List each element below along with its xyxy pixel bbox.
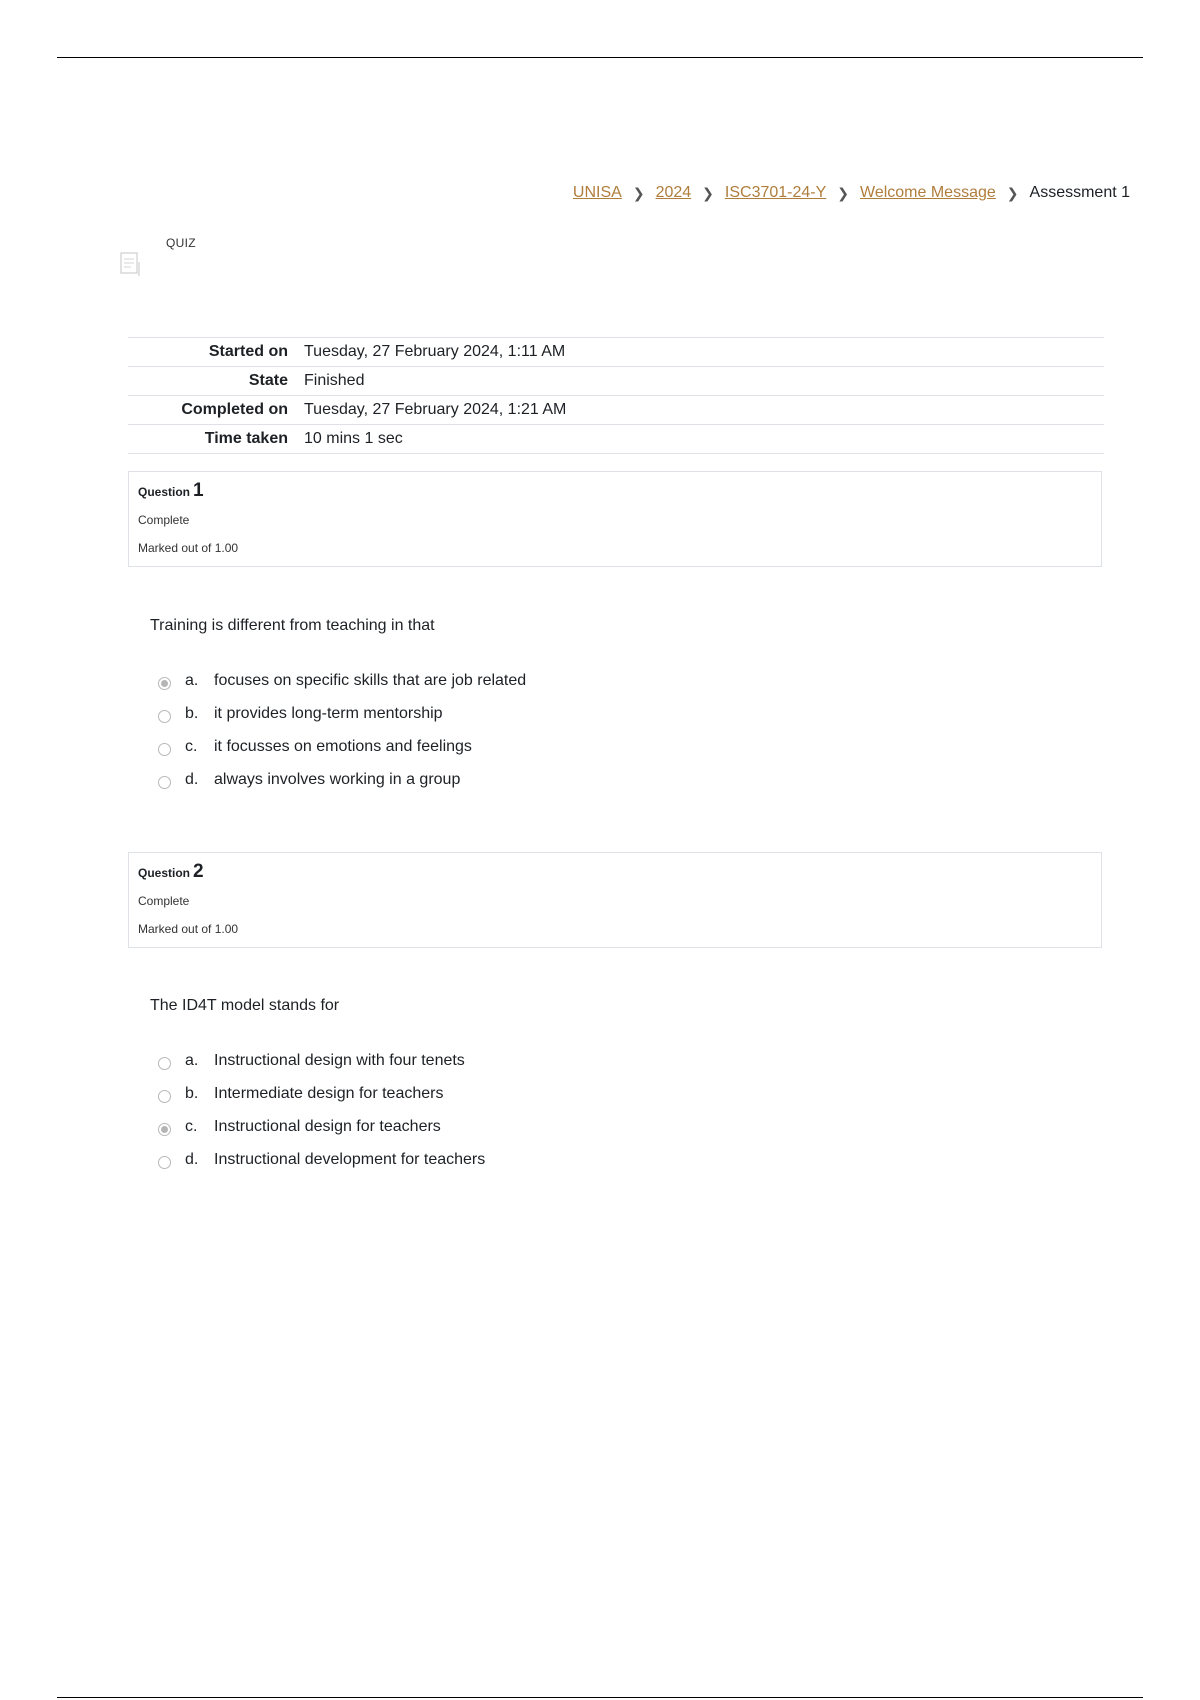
answer-option[interactable] [158,1151,758,1184]
radio-icon[interactable] [158,776,171,789]
summary-row-time-taken [128,425,1104,454]
answer-list [158,1052,758,1184]
breadcrumb-separator-icon: ❯ [837,184,850,201]
answer-list [158,672,758,804]
summary-row-completed [128,396,1104,425]
breadcrumb-link-unisa[interactable]: UNISA [572,184,622,201]
answer-letter: c. [185,1118,198,1135]
answer-option[interactable] [158,1085,758,1118]
summary-row-started [128,338,1104,367]
breadcrumb-link-section[interactable]: Welcome Message [860,184,996,201]
activity-type-label: QUIZ [166,236,196,250]
breadcrumb-current: Assessment 1 [1029,184,1130,201]
radio-icon[interactable] [158,710,171,723]
question-label: Question [138,866,191,880]
question-number [138,861,204,883]
radio-selected-icon[interactable] [158,677,171,690]
answer-text: always involves working in a group [214,771,461,788]
answer-option[interactable] [158,771,758,804]
answer-text: Intermediate design for teachers [214,1085,444,1102]
answer-text: it provides long-term mentorship [214,705,443,722]
question-label: Question [138,485,191,499]
answer-text: it focusses on emotions and feelings [214,738,472,755]
question-grade: Marked out of 1.00 [138,541,239,555]
radio-icon[interactable] [158,1156,171,1169]
answer-letter: a. [185,672,199,689]
breadcrumb-link-course[interactable]: ISC3701-24-Y [724,184,827,201]
breadcrumb-separator-icon: ❯ [1006,184,1019,201]
answer-text: Instructional design for teachers [214,1118,441,1135]
radio-icon[interactable] [158,743,171,756]
radio-icon[interactable] [158,1090,171,1103]
question-state: Complete [138,513,190,527]
summary-label: State [248,372,288,389]
answer-letter: a. [185,1052,199,1069]
answer-letter: d. [185,1151,199,1168]
question-number [138,480,204,502]
answer-letter: b. [185,1085,199,1102]
radio-icon[interactable] [158,1057,171,1070]
question-text: The ID4T model stands for [150,997,340,1014]
question-info-box [128,471,1102,567]
breadcrumb-separator-icon: ❯ [702,184,714,201]
summary-value: 10 mins 1 sec [304,430,403,447]
answer-letter: b. [185,705,199,722]
answer-option[interactable] [158,1052,758,1085]
question-state: Complete [138,894,190,908]
attempt-summary-table [128,337,1104,454]
answer-option[interactable] [158,672,758,705]
breadcrumb-link-year[interactable]: 2024 [655,184,692,201]
summary-label: Started on [208,343,288,360]
summary-value: Finished [304,372,365,389]
page-top-rule [57,57,1143,58]
page-bottom-rule [57,1697,1143,1698]
question-number-value: 1 [193,480,204,501]
breadcrumb [573,184,1130,202]
summary-label: Time taken [204,430,288,447]
question-text: Training is different from teaching in that [150,617,435,634]
quiz-icon [120,252,142,278]
answer-text: focuses on specific skills that are job related [214,672,527,689]
summary-row-state [128,367,1104,396]
answer-option[interactable] [158,705,758,738]
summary-value: Tuesday, 27 February 2024, 1:11 AM [304,343,566,360]
summary-label: Completed on [181,401,288,418]
summary-value: Tuesday, 27 February 2024, 1:21 AM [304,401,567,418]
breadcrumb-separator-icon: ❯ [632,184,645,201]
answer-text: Instructional development for teachers [214,1151,486,1168]
answer-letter: d. [185,771,199,788]
answer-text: Instructional design with four tenets [214,1052,465,1069]
radio-selected-icon[interactable] [158,1123,171,1136]
answer-option[interactable] [158,1118,758,1151]
question-info-box [128,852,1102,948]
answer-letter: c. [185,738,198,755]
question-number-value: 2 [193,861,204,882]
answer-option[interactable] [158,738,758,771]
question-grade: Marked out of 1.00 [138,922,239,936]
